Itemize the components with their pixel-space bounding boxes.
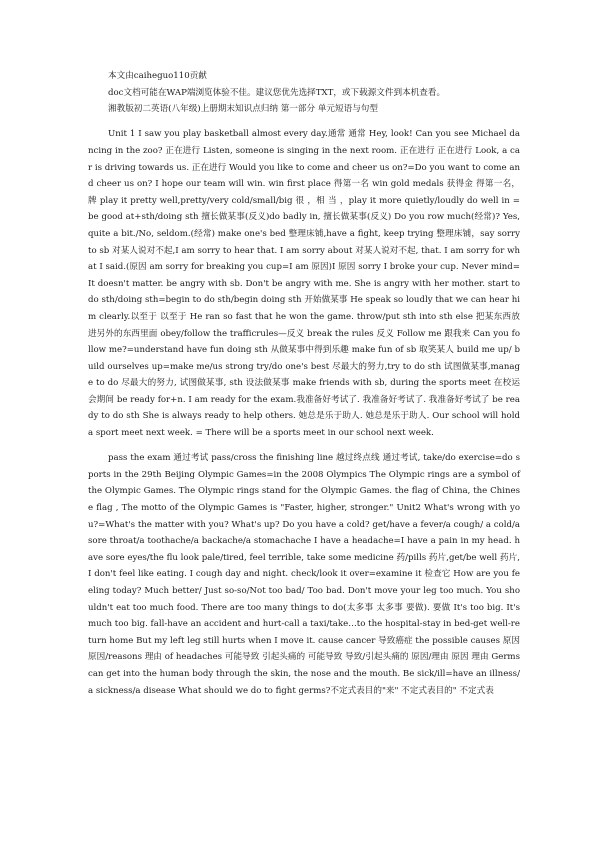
document-title: 湘教版初二英语(八年级)上册期末知识点归纳 第一部分 单元短语与句型	[108, 104, 378, 115]
contributor-line: 本文由caiheguo110贡献	[108, 71, 207, 81]
body-paragraph-unit1: Unit 1 I saw you play basketball almost every day.通常 通常 Hey, look! Can you see Michael dancing in the zoo? 正在进行 Listen, someone is singing in the next room. 正在进行 正在进行 Look, a car is driving towards us. 正在进行 Would you like to come and cheer us on?=Do you want to come and cheer us on? I hope our team will win. win first place 得第一名 win gold medals 获得金 得第一名，牌 play it pretty well,pretty/very cold/small/big 很 ，相 当 ，play it more quietly/loudly do well in = be good at+sth/doing sth 擅长做某事(反义)do badly in, 擅长做某事(反义) Do you row much(经常)? Yes, quite a bit./No, seldom.(经常) make one's bed 整理床铺,have a fight, keep trying 整理床铺，say sorry to sb 对某人说对不起,I am sorry to hear that. I am sorry about 对某人说对不起, that. I am sorry for what I said.(原因 am sorry for breaking you cup=I am 原因)I 原因 sorry I broke your cup. Never mind=It doesn't matter. be angry with sb. Don't be angry with me. She is angry with her mother. start to do sth/doing sth=begin to do sth/begin doing sth 开始做某事 He speak so loudly that we can hear him clearly.以至于 以至于 He ran so fast that he won the game. throw/put sth into sth else 把某东西放进另外的东西里面 obey/follow the trafficrules—反义 break the rules 反义 Follow me 跟我来 Can you follow me?=understand have fun doing sth 从做某事中得到乐趣 make fun of sb 取笑某人 build me up/ build ourselves up=make me/us strong try/do one's best 尽最大的努力,try to do sth 试图做某事,manage to do 尽最大的努力, 试图做某事, sth 设法做某事 make friends with sb, during the sports meet 在校运会期间 be ready for+n. I am ready for the exam.我准备好考试了. 我准备好考试了. 我准备好考试了 be ready to do sth She is always ready to help others. 她总是乐于助人. 她总是乐于助人. Our school will hold a sport meet next week. = There will be a sports meet in our school next week.	[88, 129, 520, 439]
notice-line: doc文档可能在WAP端浏览体验不佳。建议您优先选择TXT，或下载源文件到本机查看。	[108, 87, 446, 98]
document-page	[88, 68, 520, 708]
body-paragraph-unit2: pass the exam 通过考试 pass/cross the finishing line 越过终点线 通过考试, take/do exercise=do sports in the 29th Beijing Olympic Games=in the 2008 Olympics The Olympic rings are a symbol of the Olympic Games. The Olympic rings stand for the Olympic Games. the flag of China, the Chinese flag , The motto of the Olympic Games is "Faster, higher, stronger." Unit2 What's wrong with you?=What's the matter with you? What's up? Do you have a cold? get/have a fever/a cough/ a cold/a sore throat/a toothache/a backache/a stomachache I have a headache=I have a pain in my head. have sore eyes/the flu look pale/tired, feel terrible, take some medicine 药/pills 药片,get/be well 药片, I don't feel like eating. I cough day and night. check/look it over=examine it 检查它 How are you feeling today? Much better/ Just so-so/Not too bad/ Too bad. Don't move your leg too much. You shouldn't eat too much food. There are too many things to do(太多事 太多事 要做). 要做 It's too big. It's much too big. fall-have an accident and hurt-call a taxi/take…to the hospital-stay in bed-get well-return home But my left leg still hurts when I move it. cause cancer 导致癌症 the possible causes 原因 原因/reasons 理由 of headaches 可能导致 引起头痛的 可能导致 导致/引起头痛的 原因/理由 原因 理由 Germs can get into the human body through the skin, the nose and the mouth. Be sick/ill=have an illness/a sickness/a disease What should we do to fight germs?不定式表目的"来" 不定式表目的" 不定式表	[88, 453, 520, 696]
